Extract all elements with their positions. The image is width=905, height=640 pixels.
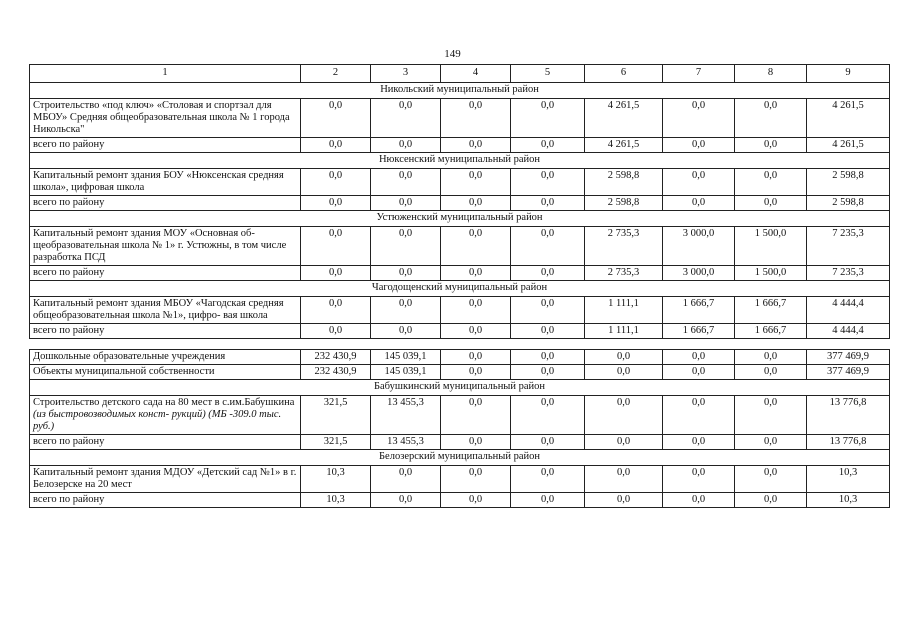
value-cell-col3: 0,0 bbox=[371, 297, 441, 324]
row-note: (из быстровозводимых конст- рукций) (МБ -309.0 тыс. руб.) bbox=[33, 409, 282, 432]
table-row bbox=[30, 493, 890, 508]
value-cell-col9: 4 261,5 bbox=[807, 99, 890, 138]
value-cell-col7: 0,0 bbox=[663, 466, 735, 493]
row-name: всего по району bbox=[33, 436, 105, 447]
value-cell-col3: 0,0 bbox=[371, 466, 441, 493]
value-cell-col2: 0,0 bbox=[301, 297, 371, 324]
row-name-cell bbox=[30, 396, 301, 435]
row-name-cell bbox=[30, 99, 301, 138]
row-name-cell bbox=[30, 350, 301, 365]
section-row bbox=[30, 153, 890, 169]
value-cell-col3: 0,0 bbox=[371, 196, 441, 211]
row-name: Строительство детского сада на 80 мест в с.им.Бабушкина bbox=[33, 397, 295, 408]
value-cell-col2: 0,0 bbox=[301, 169, 371, 196]
value-cell-col8: 0,0 bbox=[735, 493, 807, 508]
value-cell-col4: 0,0 bbox=[441, 435, 511, 450]
section-title: Белозерский муниципальный район bbox=[30, 450, 890, 466]
value-cell-col8: 0,0 bbox=[735, 99, 807, 138]
value-cell-col2: 10,3 bbox=[301, 493, 371, 508]
value-cell-col8: 0,0 bbox=[735, 169, 807, 196]
value-cell-col3: 13 455,3 bbox=[371, 435, 441, 450]
row-name: Капитальный ремонт здания БОУ «Нюксенская средняя школа», цифровая школа bbox=[33, 170, 284, 193]
row-name-cell bbox=[30, 324, 301, 339]
page-number: 149 bbox=[444, 48, 461, 60]
value-cell-col8: 0,0 bbox=[735, 466, 807, 493]
table-row bbox=[30, 396, 890, 435]
value-cell-col2: 10,3 bbox=[301, 466, 371, 493]
column-header-1: 1 bbox=[30, 65, 301, 83]
row-name: всего по району bbox=[33, 267, 105, 278]
value-cell-col8: 1 500,0 bbox=[735, 227, 807, 266]
row-name: Капитальный ремонт здания МДОУ «Детский сад №1» в г. Белозерске на 20 мест bbox=[33, 467, 297, 490]
spacer-cell bbox=[30, 339, 890, 350]
value-cell-col3: 0,0 bbox=[371, 493, 441, 508]
table-body bbox=[30, 83, 890, 508]
value-cell-col7: 1 666,7 bbox=[663, 297, 735, 324]
row-name-cell bbox=[30, 227, 301, 266]
value-cell-col9: 13 776,8 bbox=[807, 396, 890, 435]
value-cell-col8: 0,0 bbox=[735, 196, 807, 211]
value-cell-col4: 0,0 bbox=[441, 493, 511, 508]
value-cell-col4: 0,0 bbox=[441, 196, 511, 211]
table-row bbox=[30, 138, 890, 153]
column-header-7: 7 bbox=[663, 65, 735, 83]
value-cell-col7: 0,0 bbox=[663, 365, 735, 380]
value-cell-col4: 0,0 bbox=[441, 99, 511, 138]
row-name-cell bbox=[30, 365, 301, 380]
value-cell-col5: 0,0 bbox=[511, 466, 585, 493]
value-cell-col6: 0,0 bbox=[585, 493, 663, 508]
column-header-9: 9 bbox=[807, 65, 890, 83]
row-name: всего по району bbox=[33, 197, 105, 208]
row-name-cell bbox=[30, 169, 301, 196]
value-cell-col5: 0,0 bbox=[511, 435, 585, 450]
value-cell-col2: 0,0 bbox=[301, 266, 371, 281]
value-cell-col8: 1 666,7 bbox=[735, 297, 807, 324]
column-header-6: 6 bbox=[585, 65, 663, 83]
section-title: Бабушкинский муниципальный район bbox=[30, 380, 890, 396]
table-row bbox=[30, 466, 890, 493]
table-row bbox=[30, 297, 890, 324]
column-header-4: 4 bbox=[441, 65, 511, 83]
row-name: Строительство «под ключ» «Столовая и спортзал для МБОУ» Средняя общеобразовательная школа № 1 города Никольска" bbox=[33, 100, 290, 135]
row-name-cell bbox=[30, 493, 301, 508]
value-cell-col6: 1 111,1 bbox=[585, 324, 663, 339]
table-row bbox=[30, 99, 890, 138]
spacer-row bbox=[30, 339, 890, 350]
value-cell-col8: 0,0 bbox=[735, 396, 807, 435]
value-cell-col9: 377 469,9 bbox=[807, 350, 890, 365]
value-cell-col6: 2 598,8 bbox=[585, 196, 663, 211]
value-cell-col4: 0,0 bbox=[441, 169, 511, 196]
column-header-3: 3 bbox=[371, 65, 441, 83]
value-cell-col5: 0,0 bbox=[511, 196, 585, 211]
value-cell-col9: 7 235,3 bbox=[807, 227, 890, 266]
value-cell-col5: 0,0 bbox=[511, 138, 585, 153]
value-cell-col6: 0,0 bbox=[585, 396, 663, 435]
table-row bbox=[30, 227, 890, 266]
value-cell-col6: 0,0 bbox=[585, 435, 663, 450]
value-cell-col9: 10,3 bbox=[807, 493, 890, 508]
section-row bbox=[30, 450, 890, 466]
value-cell-col8: 0,0 bbox=[735, 350, 807, 365]
header-row bbox=[30, 65, 890, 83]
value-cell-col6: 4 261,5 bbox=[585, 99, 663, 138]
value-cell-col9: 4 444,4 bbox=[807, 324, 890, 339]
value-cell-col3: 0,0 bbox=[371, 99, 441, 138]
value-cell-col4: 0,0 bbox=[441, 350, 511, 365]
value-cell-col8: 1 666,7 bbox=[735, 324, 807, 339]
value-cell-col3: 145 039,1 bbox=[371, 350, 441, 365]
table-row bbox=[30, 266, 890, 281]
value-cell-col8: 0,0 bbox=[735, 435, 807, 450]
section-title: Устюженский муниципальный район bbox=[30, 211, 890, 227]
value-cell-col7: 0,0 bbox=[663, 493, 735, 508]
value-cell-col5: 0,0 bbox=[511, 350, 585, 365]
value-cell-col2: 0,0 bbox=[301, 324, 371, 339]
value-cell-col7: 0,0 bbox=[663, 435, 735, 450]
value-cell-col2: 0,0 bbox=[301, 196, 371, 211]
column-header-5: 5 bbox=[511, 65, 585, 83]
value-cell-col3: 0,0 bbox=[371, 266, 441, 281]
table-row bbox=[30, 169, 890, 196]
value-cell-col9: 4 261,5 bbox=[807, 138, 890, 153]
row-name-cell bbox=[30, 466, 301, 493]
value-cell-col2: 0,0 bbox=[301, 138, 371, 153]
section-row bbox=[30, 211, 890, 227]
column-header-2: 2 bbox=[301, 65, 371, 83]
value-cell-col5: 0,0 bbox=[511, 297, 585, 324]
value-cell-col9: 2 598,8 bbox=[807, 169, 890, 196]
value-cell-col2: 232 430,9 bbox=[301, 350, 371, 365]
row-name-cell bbox=[30, 435, 301, 450]
value-cell-col6: 4 261,5 bbox=[585, 138, 663, 153]
column-header-8: 8 bbox=[735, 65, 807, 83]
value-cell-col6: 0,0 bbox=[585, 350, 663, 365]
value-cell-col6: 2 735,3 bbox=[585, 227, 663, 266]
value-cell-col8: 0,0 bbox=[735, 365, 807, 380]
value-cell-col3: 0,0 bbox=[371, 324, 441, 339]
section-row bbox=[30, 380, 890, 396]
section-title: Никольский муниципальный район bbox=[30, 83, 890, 99]
value-cell-col2: 0,0 bbox=[301, 227, 371, 266]
section-title: Нюксенский муниципальный район bbox=[30, 153, 890, 169]
section-row bbox=[30, 281, 890, 297]
value-cell-col2: 0,0 bbox=[301, 99, 371, 138]
table-row bbox=[30, 196, 890, 211]
row-name: Объекты муниципальной собственности bbox=[33, 366, 215, 377]
row-name-cell bbox=[30, 266, 301, 281]
value-cell-col7: 0,0 bbox=[663, 396, 735, 435]
table-row bbox=[30, 435, 890, 450]
table-row bbox=[30, 324, 890, 339]
value-cell-col7: 1 666,7 bbox=[663, 324, 735, 339]
value-cell-col6: 0,0 bbox=[585, 466, 663, 493]
value-cell-col4: 0,0 bbox=[441, 396, 511, 435]
value-cell-col5: 0,0 bbox=[511, 227, 585, 266]
value-cell-col5: 0,0 bbox=[511, 396, 585, 435]
value-cell-col3: 145 039,1 bbox=[371, 365, 441, 380]
value-cell-col5: 0,0 bbox=[511, 365, 585, 380]
value-cell-col2: 232 430,9 bbox=[301, 365, 371, 380]
value-cell-col3: 0,0 bbox=[371, 169, 441, 196]
row-name-cell bbox=[30, 196, 301, 211]
value-cell-col5: 0,0 bbox=[511, 169, 585, 196]
value-cell-col9: 10,3 bbox=[807, 466, 890, 493]
value-cell-col4: 0,0 bbox=[441, 365, 511, 380]
value-cell-col5: 0,0 bbox=[511, 324, 585, 339]
value-cell-col4: 0,0 bbox=[441, 138, 511, 153]
value-cell-col6: 2 598,8 bbox=[585, 169, 663, 196]
value-cell-col3: 13 455,3 bbox=[371, 396, 441, 435]
row-name: Капитальный ремонт здания МОУ «Основная об- щеобразовательная школа № 1» г. Устюжны, в том числе разработка ПСД bbox=[33, 228, 287, 263]
value-cell-col4: 0,0 bbox=[441, 466, 511, 493]
value-cell-col8: 1 500,0 bbox=[735, 266, 807, 281]
value-cell-col9: 4 444,4 bbox=[807, 297, 890, 324]
value-cell-col6: 2 735,3 bbox=[585, 266, 663, 281]
section-title: Чагодощенский муниципальный район bbox=[30, 281, 890, 297]
value-cell-col7: 3 000,0 bbox=[663, 266, 735, 281]
section-row bbox=[30, 83, 890, 99]
row-name-cell bbox=[30, 138, 301, 153]
value-cell-col7: 3 000,0 bbox=[663, 227, 735, 266]
value-cell-col7: 0,0 bbox=[663, 350, 735, 365]
value-cell-col4: 0,0 bbox=[441, 227, 511, 266]
row-name: Капитальный ремонт здания МБОУ «Чагодская средняя общеобразовательная школа №1», цифро- вая школа bbox=[33, 298, 284, 321]
value-cell-col9: 377 469,9 bbox=[807, 365, 890, 380]
value-cell-col5: 0,0 bbox=[511, 493, 585, 508]
row-name: всего по району bbox=[33, 139, 105, 150]
value-cell-col3: 0,0 bbox=[371, 138, 441, 153]
value-cell-col8: 0,0 bbox=[735, 138, 807, 153]
row-name-cell bbox=[30, 297, 301, 324]
row-name: Дошкольные образовательные учреждения bbox=[33, 351, 226, 362]
value-cell-col7: 0,0 bbox=[663, 169, 735, 196]
table-row bbox=[30, 365, 890, 380]
row-name: всего по району bbox=[33, 325, 105, 336]
value-cell-col2: 321,5 bbox=[301, 396, 371, 435]
value-cell-col6: 1 111,1 bbox=[585, 297, 663, 324]
value-cell-col5: 0,0 bbox=[511, 99, 585, 138]
value-cell-col7: 0,0 bbox=[663, 99, 735, 138]
value-cell-col4: 0,0 bbox=[441, 297, 511, 324]
value-cell-col3: 0,0 bbox=[371, 227, 441, 266]
value-cell-col7: 0,0 bbox=[663, 196, 735, 211]
value-cell-col7: 0,0 bbox=[663, 138, 735, 153]
value-cell-col9: 2 598,8 bbox=[807, 196, 890, 211]
table-row bbox=[30, 350, 890, 365]
row-name: всего по району bbox=[33, 494, 105, 505]
value-cell-col4: 0,0 bbox=[441, 266, 511, 281]
value-cell-col9: 13 776,8 bbox=[807, 435, 890, 450]
budget-table bbox=[29, 64, 890, 508]
value-cell-col9: 7 235,3 bbox=[807, 266, 890, 281]
value-cell-col2: 321,5 bbox=[301, 435, 371, 450]
value-cell-col5: 0,0 bbox=[511, 266, 585, 281]
value-cell-col4: 0,0 bbox=[441, 324, 511, 339]
value-cell-col6: 0,0 bbox=[585, 365, 663, 380]
